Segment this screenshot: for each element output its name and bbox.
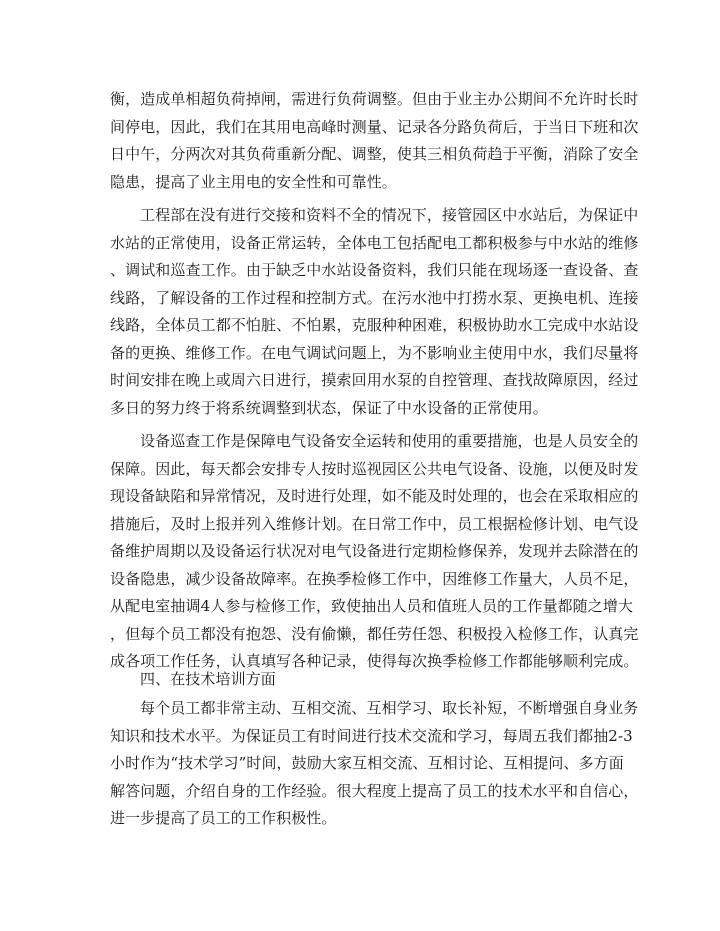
paragraph-equipment-inspection <box>110 428 639 676</box>
text-line: 工程部在没有进行交接和资料不全的情况下，接管园区中水站后，为保证中 <box>140 206 639 224</box>
text-line: 备维护周期以及设备运行状况对电气设备进行定期检修保养，发现并去除潜在的 <box>110 542 639 560</box>
text-line: 知识和技术水平。为保证员工有时间进行技术交流和学习，每周五我们都抽2-3 <box>110 726 633 745</box>
text-line: 小时作为“技术学习”时间，鼓励大家互相交流、互相讨论、互相提问、多方面 <box>110 754 624 772</box>
text-line: 设备隐患，减少设备故障率。在换季检修工作中，因维修工作量大，人员不足， <box>110 569 639 588</box>
text-line: 间停电，因此，我们在其用电高峰时测量、记录各分路负荷后，于当日下班和次 <box>110 117 639 136</box>
text-line: 水站的正常使用，设备正常运转，全体电工包括配电工都积极参与中水站的维修 <box>110 233 639 252</box>
text-line: 现设备缺陷和异常情况，及时进行处理，如不能及时处理的，也会在采取相应的 <box>110 487 639 505</box>
text-line: 备的更换、维修工作。在电气调试问题上，为不影响业主使用中水，我们尽量将 <box>110 343 639 362</box>
section-heading-training <box>110 666 610 694</box>
text-line: 线路，全体员工都不怕脏、不怕累，克服种种困难，积极协助水工完成中水站设 <box>110 316 639 334</box>
text-line: ，但每个员工都没有抱怨、没有偷懒，都任劳任怨、积极投入检修工作，认真完 <box>110 624 639 643</box>
text-line: 解答问题，介绍自身的工作经验。很大程度上提高了员工的技术水平和自信心， <box>110 781 639 800</box>
text-line: 、调试和巡查工作。由于缺乏中水站设备资料，我们只能在现场逐一查设备、查 <box>110 261 639 279</box>
paragraph-load-adjustment <box>110 86 639 196</box>
paragraph-technical-training <box>110 695 639 833</box>
text-line: 时间安排在晚上或周六日进行，摸索回用水泵的自控管理、查找故障原因，经过 <box>110 371 639 389</box>
text-line: 多日的努力终于将系统调整到状态，保证了中水设备的正常使用。 <box>110 398 548 417</box>
text-line: 衡，造成单相超负荷掉闸，需进行负荷调整。但由于业主办公期间不允许时长时 <box>110 90 639 108</box>
text-line: 设备巡查工作是保障电气设备安全运转和使用的重要措施，也是人员安全的 <box>140 432 639 450</box>
text-line: 线路，了解设备的工作过程和控制方式。在污水池中打捞水泵、更换电机、连接 <box>110 288 639 307</box>
section-title: 四、在技术培训方面 <box>140 670 276 688</box>
text-line: 日中午，分两次对其负荷重新分配、调整，使其三相负荷趋于平衡，消除了安全 <box>110 145 639 163</box>
text-line: 成各项工作任务，认真填写各种记录，使得每次换季检修工作都能够顺利完成。 <box>110 652 639 670</box>
text-line: 隐患，提高了业主用电的安全性和可靠性。 <box>110 172 397 191</box>
text-line: 进一步提高了员工的工作积极性。 <box>110 809 337 827</box>
text-line: 措施后，及时上报并列入维修计划。在日常工作中，员工根据检修计划、电气设 <box>110 514 639 533</box>
text-line: 从配电室抽调4人参与检修工作，致使抽出人员和值班人员的工作量都随之增大 <box>110 597 634 615</box>
text-line: 每个员工都非常主动、互相交流、互相学习、取长补短，不断增强自身业务 <box>140 699 639 717</box>
paragraph-water-station <box>110 202 639 422</box>
text-line: 保障。因此，每天都会安排专人按时巡视园区公共电气设备、设施，以便及时发 <box>110 459 639 478</box>
